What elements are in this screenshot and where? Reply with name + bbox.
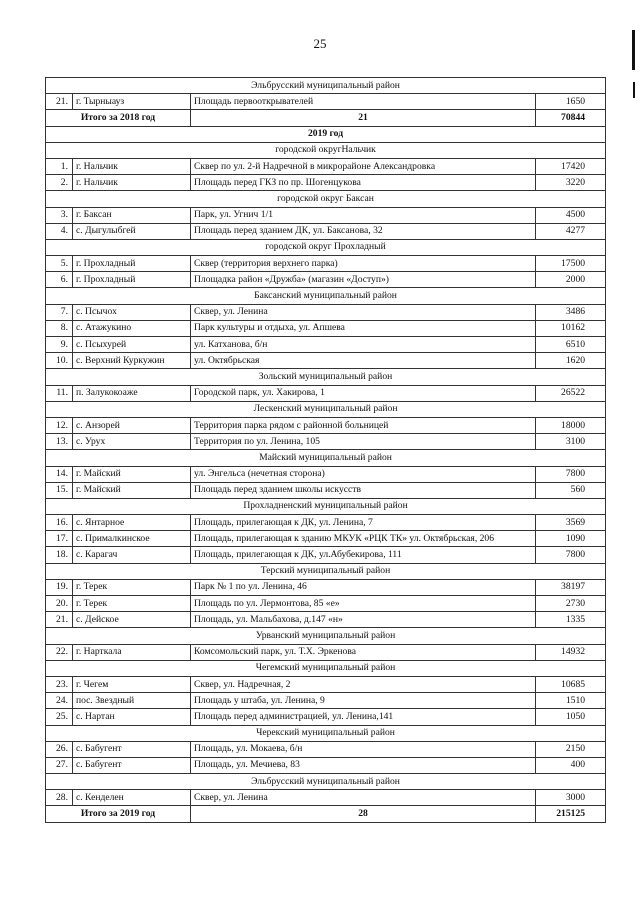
object-cell: Комсомольский парк, ул. Т.Х. Эркенова	[191, 644, 536, 660]
area-cell: 3100	[536, 434, 606, 450]
row-number: 13.	[46, 434, 73, 450]
area-cell: 1650	[536, 94, 606, 110]
year-title: 2019 год	[46, 126, 606, 142]
row-number: 26.	[46, 741, 73, 757]
scan-edge-mark	[633, 82, 635, 98]
row-number: 1.	[46, 158, 73, 174]
locality-cell: с. Бабугент	[73, 741, 191, 757]
table-row	[46, 158, 606, 174]
object-cell: Площадь перед зданием школы искусств	[191, 482, 536, 498]
area-cell: 2730	[536, 596, 606, 612]
locality-cell: г. Терек	[73, 596, 191, 612]
total-label: Итого за 2018 год	[46, 110, 191, 126]
table-row	[46, 644, 606, 660]
object-cell: Парк, ул. Угнич 1/1	[191, 207, 536, 223]
row-number: 7.	[46, 304, 73, 320]
table-row	[46, 676, 606, 692]
area-cell: 2150	[536, 741, 606, 757]
locality-cell: г. Майский	[73, 482, 191, 498]
table-row	[46, 353, 606, 369]
section-header-row	[46, 78, 606, 94]
row-number: 23.	[46, 676, 73, 692]
object-cell: Площадь, ул. Мальбахова, д.147 «н»	[191, 612, 536, 628]
row-number: 16.	[46, 515, 73, 531]
object-cell: ул. Энгельса (нечетная сторона)	[191, 466, 536, 482]
object-cell: Площадь, ул. Мечиева, 83	[191, 757, 536, 773]
row-number: 17.	[46, 531, 73, 547]
table-row	[46, 790, 606, 806]
locality-cell: г. Баксан	[73, 207, 191, 223]
locality-cell: с. Псычох	[73, 304, 191, 320]
year-header-row	[46, 126, 606, 142]
area-cell: 4277	[536, 223, 606, 239]
playgrounds-table	[45, 77, 606, 823]
locality-cell: г. Чегем	[73, 676, 191, 692]
object-cell: Площадь перед ГКЗ по пр. Шогенцукова	[191, 175, 536, 191]
row-number: 18.	[46, 547, 73, 563]
object-cell: Площадь у штаба, ул. Ленина, 9	[191, 693, 536, 709]
row-number: 21.	[46, 612, 73, 628]
object-cell: Сквер, ул. Ленина	[191, 304, 536, 320]
area-cell: 1620	[536, 353, 606, 369]
page-number: 25	[313, 36, 327, 51]
table-row	[46, 223, 606, 239]
area-cell: 3000	[536, 790, 606, 806]
object-cell: Парк № 1 по ул. Ленина, 46	[191, 579, 536, 595]
section-header-row	[46, 288, 606, 304]
locality-cell: г. Нальчик	[73, 175, 191, 191]
area-cell: 18000	[536, 417, 606, 433]
area-cell: 1050	[536, 709, 606, 725]
locality-cell: г. Тырныауз	[73, 94, 191, 110]
locality-cell: с. Нартан	[73, 709, 191, 725]
section-title: городской округ Прохладный	[46, 239, 606, 255]
table-row	[46, 207, 606, 223]
area-cell: 17420	[536, 158, 606, 174]
section-title: городской округНальчик	[46, 142, 606, 158]
total-sum: 215125	[536, 806, 606, 822]
area-cell: 1335	[536, 612, 606, 628]
total-row	[46, 110, 606, 126]
section-header-row	[46, 191, 606, 207]
section-header-row	[46, 450, 606, 466]
object-cell: ул. Катханова, б/н	[191, 337, 536, 353]
locality-cell: г. Прохладный	[73, 256, 191, 272]
area-cell: 1510	[536, 693, 606, 709]
area-cell: 400	[536, 757, 606, 773]
total-count: 28	[191, 806, 536, 822]
section-header-row	[46, 239, 606, 255]
table-row	[46, 579, 606, 595]
table-row	[46, 757, 606, 773]
row-number: 19.	[46, 579, 73, 595]
section-header-row	[46, 660, 606, 676]
table-row	[46, 531, 606, 547]
section-title: Лескенский муниципальный район	[46, 401, 606, 417]
object-cell: Сквер, ул. Ленина	[191, 790, 536, 806]
section-title: Эльбрусский муниципальный район	[46, 78, 606, 94]
object-cell: Городской парк, ул. Хакирова, 1	[191, 385, 536, 401]
row-number: 10.	[46, 353, 73, 369]
table-row	[46, 337, 606, 353]
locality-cell: с. Псыхурей	[73, 337, 191, 353]
locality-cell: г. Терек	[73, 579, 191, 595]
table-row	[46, 612, 606, 628]
locality-cell: с. Кенделен	[73, 790, 191, 806]
section-title: Прохладненский муниципальный район	[46, 498, 606, 514]
row-number: 25.	[46, 709, 73, 725]
object-cell: Территория по ул. Ленина, 105	[191, 434, 536, 450]
section-title: Чегемский муниципальный район	[46, 660, 606, 676]
section-title: Майский муниципальный район	[46, 450, 606, 466]
total-row	[46, 806, 606, 822]
locality-cell: г. Майский	[73, 466, 191, 482]
table-row	[46, 482, 606, 498]
object-cell: Площадь перед зданием ДК, ул. Баксанова, 32	[191, 223, 536, 239]
table-row	[46, 709, 606, 725]
table-row	[46, 304, 606, 320]
area-cell: 14932	[536, 644, 606, 660]
locality-cell: г. Прохладный	[73, 272, 191, 288]
section-title: Эльбрусский муниципальный район	[46, 774, 606, 790]
section-header-row	[46, 774, 606, 790]
area-cell: 26522	[536, 385, 606, 401]
section-title: Черекский муниципальный район	[46, 725, 606, 741]
locality-cell: г. Нарткала	[73, 644, 191, 660]
section-header-row	[46, 142, 606, 158]
table-row	[46, 385, 606, 401]
locality-cell: пос. Звездный	[73, 693, 191, 709]
table-row	[46, 596, 606, 612]
locality-cell: с. Янтарное	[73, 515, 191, 531]
area-cell: 4500	[536, 207, 606, 223]
locality-cell: с. Атажукино	[73, 320, 191, 336]
section-header-row	[46, 563, 606, 579]
object-cell: Площадь, прилегающая к зданию МКУК «РЦК ТК» ул. Октябрьская, 206	[191, 531, 536, 547]
object-cell: Площадь по ул. Лермонтова, 85 «е»	[191, 596, 536, 612]
table-row	[46, 272, 606, 288]
row-number: 21.	[46, 94, 73, 110]
locality-cell: с. Анзорей	[73, 417, 191, 433]
section-header-row	[46, 369, 606, 385]
row-number: 6.	[46, 272, 73, 288]
total-sum: 70844	[536, 110, 606, 126]
locality-cell: с. Урух	[73, 434, 191, 450]
area-cell: 1090	[536, 531, 606, 547]
area-cell: 2000	[536, 272, 606, 288]
object-cell: Территория парка рядом с районной больницей	[191, 417, 536, 433]
table-row	[46, 175, 606, 191]
section-title: городской округ Баксан	[46, 191, 606, 207]
table-row	[46, 256, 606, 272]
row-number: 28.	[46, 790, 73, 806]
area-cell: 3569	[536, 515, 606, 531]
area-cell: 10162	[536, 320, 606, 336]
table-row	[46, 94, 606, 110]
object-cell: Площадь, прилегающая к ДК, ул. Ленина, 7	[191, 515, 536, 531]
table-row	[46, 434, 606, 450]
locality-cell: с. Прималкинское	[73, 531, 191, 547]
row-number: 15.	[46, 482, 73, 498]
object-cell: Площадь первооткрывателей	[191, 94, 536, 110]
section-title: Терский муниципальный район	[46, 563, 606, 579]
row-number: 3.	[46, 207, 73, 223]
row-number: 4.	[46, 223, 73, 239]
table-row	[46, 320, 606, 336]
locality-cell: с. Верхний Куркужин	[73, 353, 191, 369]
area-cell: 7800	[536, 466, 606, 482]
area-cell: 560	[536, 482, 606, 498]
row-number: 5.	[46, 256, 73, 272]
row-number: 9.	[46, 337, 73, 353]
object-cell: ул. Октябрьская	[191, 353, 536, 369]
object-cell: Площадь, ул. Мокаева, б/н	[191, 741, 536, 757]
section-header-row	[46, 725, 606, 741]
area-cell: 3220	[536, 175, 606, 191]
row-number: 14.	[46, 466, 73, 482]
object-cell: Парк культуры и отдыха, ул. Апшева	[191, 320, 536, 336]
area-cell: 3486	[536, 304, 606, 320]
object-cell: Площадь, прилегающая к ДК, ул.Абубекирова, 111	[191, 547, 536, 563]
section-title: Баксанский муниципальный район	[46, 288, 606, 304]
locality-cell: с. Бабугент	[73, 757, 191, 773]
section-title: Урванский муниципальный район	[46, 628, 606, 644]
row-number: 2.	[46, 175, 73, 191]
table-row	[46, 547, 606, 563]
area-cell: 7800	[536, 547, 606, 563]
object-cell: Площадь перед администрацией, ул. Ленина,141	[191, 709, 536, 725]
table-row	[46, 741, 606, 757]
area-cell: 10685	[536, 676, 606, 692]
locality-cell: с. Дыгулыбгей	[73, 223, 191, 239]
section-header-row	[46, 628, 606, 644]
area-cell: 17500	[536, 256, 606, 272]
scan-edge-mark	[632, 30, 635, 70]
row-number: 20.	[46, 596, 73, 612]
section-title: Зольский муниципальный район	[46, 369, 606, 385]
locality-cell: с. Карагач	[73, 547, 191, 563]
section-header-row	[46, 498, 606, 514]
area-cell: 6510	[536, 337, 606, 353]
object-cell: Сквер, ул. Надречная, 2	[191, 676, 536, 692]
row-number: 12.	[46, 417, 73, 433]
row-number: 11.	[46, 385, 73, 401]
row-number: 24.	[46, 693, 73, 709]
object-cell: Сквер (территория верхнего парка)	[191, 256, 536, 272]
locality-cell: п. Залукокоаже	[73, 385, 191, 401]
row-number: 8.	[46, 320, 73, 336]
object-cell: Площадка район «Дружба» (магазин «Доступ»)	[191, 272, 536, 288]
total-count: 21	[191, 110, 536, 126]
object-cell: Сквер по ул. 2-й Надречной в микрорайоне Александровка	[191, 158, 536, 174]
locality-cell: г. Нальчик	[73, 158, 191, 174]
table-row	[46, 417, 606, 433]
table-row	[46, 693, 606, 709]
section-header-row	[46, 401, 606, 417]
locality-cell: с. Дейское	[73, 612, 191, 628]
row-number: 27.	[46, 757, 73, 773]
total-label: Итого за 2019 год	[46, 806, 191, 822]
table-row	[46, 466, 606, 482]
row-number: 22.	[46, 644, 73, 660]
area-cell: 38197	[536, 579, 606, 595]
table-row	[46, 515, 606, 531]
